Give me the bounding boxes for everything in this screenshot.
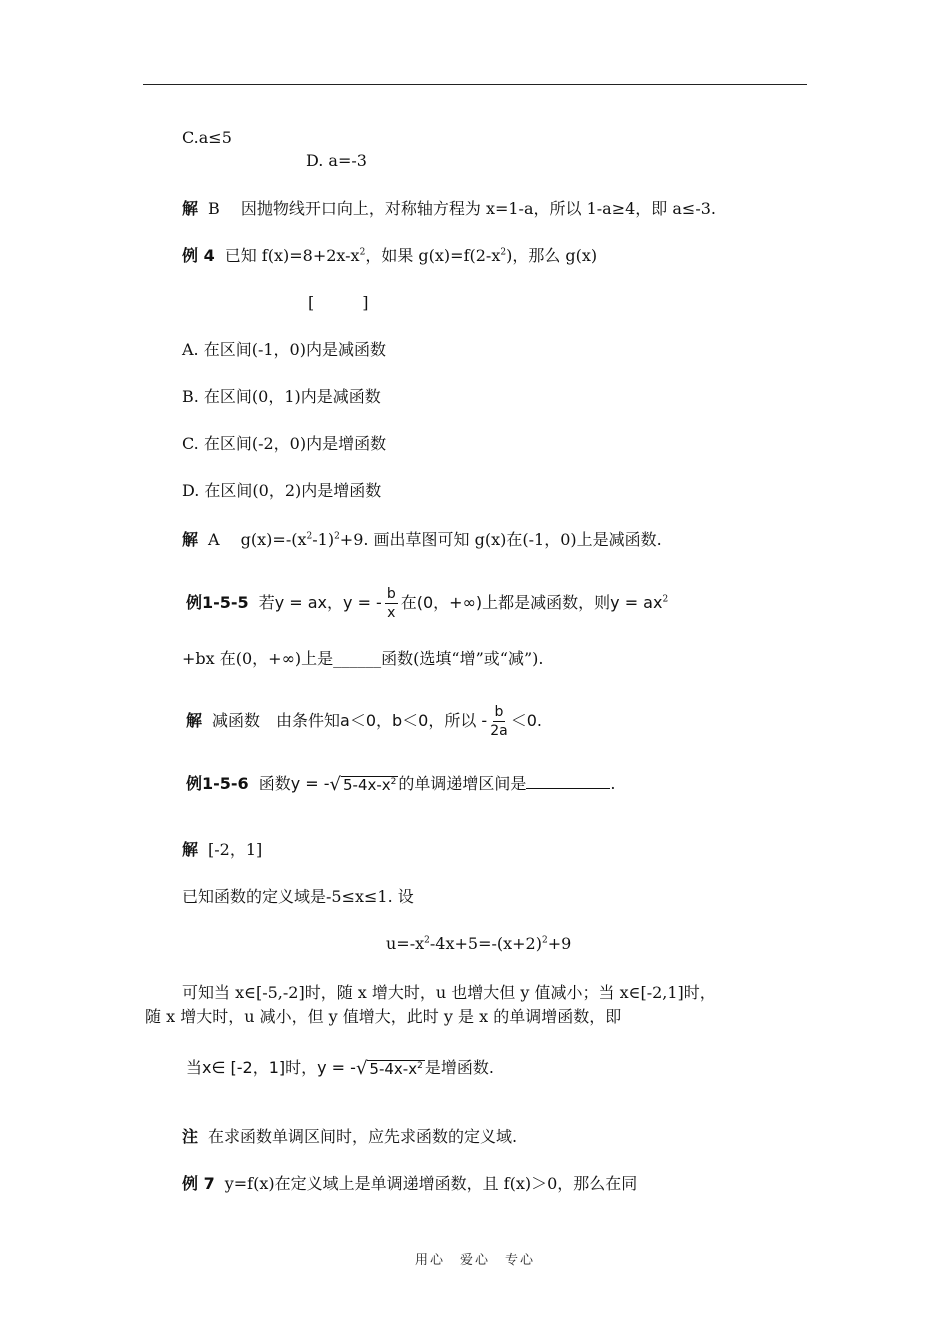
conclusion-line: 当x∈ [-2，1]时，y = - √ $5-4x-x^2$ 是增函数.: [186, 1057, 494, 1079]
example-4-question: 例 4 已知 $f(x)=8+2x-x^2$，如果 $g(x)=f(2-x^2)$，那么 g(x): [182, 246, 598, 265]
option-d-ex3: D. a=-3: [306, 151, 367, 170]
fraction-b-over-2a: $\frac{b}{2a}$: [490, 704, 508, 739]
example-7-question: 例 7 y=f(x)在定义域上是单调递增函数，且 f(x)＞0，那么在同: [182, 1174, 638, 1193]
option-b: B. 在区间(0，1)内是减函数: [182, 387, 381, 406]
paragraph-line-1: 可知当 x∈[-5,-2]时，随 x 增大时，u 也增大但 y 值减小；当 x∈[-2,1]时，: [182, 983, 716, 1002]
page-footer: 用心 爱心 专心: [414, 1253, 535, 1268]
answer-bracket: [ ]: [308, 293, 369, 312]
square-root-expression: √ $5-4x-x^2$: [355, 1057, 423, 1079]
solution-label: 解: [182, 199, 199, 218]
fraction-b-over-x: $\frac{b}{x}$: [386, 586, 396, 621]
ex156-solution: 解 [-2，1]: [182, 840, 263, 859]
square-root-expression: √ $5-4x-x^2$: [329, 773, 397, 795]
option-c-ex3: C.a≤5: [182, 128, 232, 147]
example-label: 例 7: [182, 1174, 215, 1193]
note: 注 在求函数单调区间时，应先求函数的定义域.: [182, 1127, 518, 1146]
ex4-solution: 解 A $g(x)=-(x^2-1)^2+9$. 画出草图可知 g(x)在(-1，0)上是减函数.: [182, 530, 662, 549]
note-label: 注: [182, 1127, 199, 1146]
domain-statement: 已知函数的定义域是-5≤x≤1. 设: [182, 887, 414, 906]
paragraph-line-2: 随 x 增大时，u 减小，但 y 值增大，此时 y 是 x 的单调增函数，即: [145, 1007, 622, 1026]
example-1-5-6-question: 例1-5-6 函数y = - √ $5-4x-x^2$ 的单调递增区间是 .: [186, 773, 616, 795]
example-label: 例1-5-5: [186, 593, 249, 612]
ex155-solution: 解 减函数 由条件知a＜0，b＜0，所以 - $\frac{b}{2a}$ ＜0.: [186, 704, 542, 739]
solution-label: 解: [182, 840, 199, 859]
example-label: 例1-5-6: [186, 774, 249, 793]
u-equation: $u=-x^2-4x+5=-(x+2)^2+9$: [386, 934, 572, 953]
header-rule: [143, 84, 807, 85]
option-a: A. 在区间(-1，0)内是减函数: [182, 340, 386, 359]
ex3-solution: 解 B 因抛物线开口向上，对称轴方程为 x=1-a，所以 1-a≥4，即 a≤-3.: [182, 199, 717, 218]
solution-label: 解: [182, 530, 199, 549]
example-1-5-5-continuation: +bx 在(0，+∞)上是______函数(选填“增”或“减”).: [182, 649, 544, 668]
example-1-5-5-question: 例1-5-5 若y = ax，y = - $\frac{b}{x}$ 在(0，+∞)上都是减函数，则$y = ax^2$: [186, 586, 669, 621]
solution-label: 解: [186, 711, 203, 730]
option-c: C. 在区间(-2，0)内是增函数: [182, 434, 387, 453]
example-label: 例 4: [182, 246, 215, 265]
answer-blank: [526, 788, 610, 789]
option-d: D. 在区间(0，2)内是增函数: [182, 481, 382, 500]
